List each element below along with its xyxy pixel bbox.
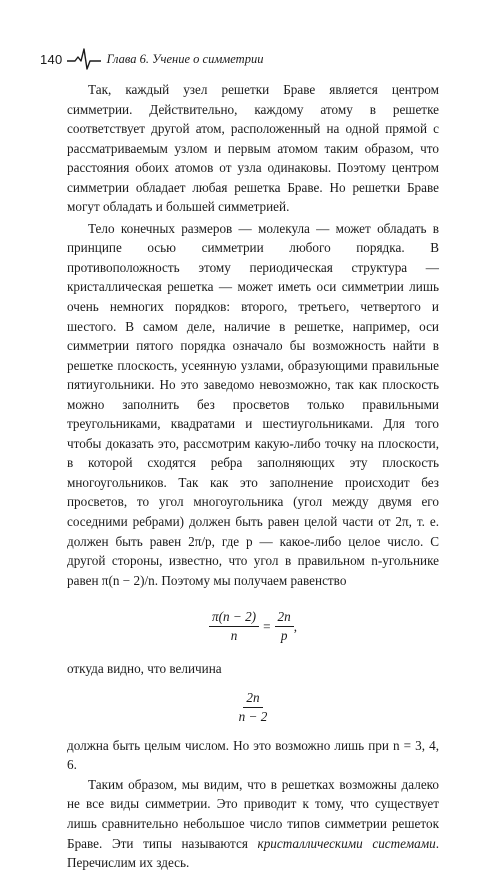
- term-crystal-systems: кристаллическими системами: [257, 835, 436, 851]
- fraction-denominator: p: [280, 628, 288, 644]
- equation-quantity: [67, 689, 439, 726]
- paragraph-integer-condition: должна быть целым числом. Но это возможно лишь при n = 3, 4, 6.: [67, 737, 439, 773]
- fraction-lhs: [209, 608, 259, 645]
- fraction-rhs: [275, 608, 294, 645]
- paragraph-end: . Перечислим их здесь.: [67, 835, 440, 871]
- heartbeat-icon: [67, 47, 101, 71]
- page-body: [67, 80, 439, 873]
- fraction-denominator: n: [230, 628, 238, 644]
- paragraph-bravais-center: Так, каждый узел решетки Браве является центром симметрии. Действительно, каждому атому в решетке соответствует другой атом, расположенный на одной прямой с рассматриваемым узлом и первым атомом таким образом, что расстояния обоих атомов от узла одинаковы. Поэтому центром симметрии обладает любая решетка Браве. Но решетки Браве могут обладать и большей симметрией.: [67, 82, 439, 215]
- fraction-numerator: 2n: [275, 608, 294, 627]
- paragraph-crystal-systems: [67, 775, 439, 873]
- fraction-quantity: [236, 689, 271, 726]
- paragraph-text: Таким образом, мы видим, что в решетках возможны далеко не все виды симметрии. Это приводит к тому, что существует лишь сравнительно небольшое число типов симметрии решеток Браве. Эти типы называются: [67, 776, 439, 851]
- running-head: Глава 6. Учение о симметрии: [106, 51, 264, 66]
- paragraph-symmetry-axes: Тело конечных размеров — молекула — может обладать в принципе осью симметрии любого порядка. В противоположность этому периодическая структура — кристаллическая решетка — может иметь оси симметрии лишь очень немногих порядков: второго, третьего, четвертого и шестого. В самом деле, наличие в решетке, например, оси симметрии пятого порядка означало бы возможность найти в решетке плоскость, усеянную узлами, образующими правильные пятиугольники. Но это заведомо невозможно, так как плоскость можно заполнить без просветов только правильными треугольниками, квадратами и шестиугольниками. Для того чтобы доказать это, рассмотрим какую-либо точку на плоскости, в которой сходятся ребра заполняющих эту плоскость многоугольников. Так как это заполнение происходит без просветов, то угол многоугольника (угол между двумя его соседними ребрами) должен быть равен целой части от 2π, т. е. должен быть равен 2π/p, где p — какое-либо целое число. С другой стороны, известно, что угол в правильном n-угольнике равен π(n − 2)/n. Поэтому мы получаем равенство: [67, 220, 439, 588]
- page-number: 140: [40, 51, 63, 67]
- fraction-denominator: n − 2: [238, 708, 268, 724]
- fraction-numerator: 2n: [243, 689, 262, 708]
- equation-angle: [67, 608, 439, 645]
- fraction-numerator: π(n − 2): [209, 608, 259, 627]
- equation-comma: ,: [293, 618, 297, 634]
- equals-sign: =: [263, 618, 271, 634]
- paragraph-whence: откуда видно, что величина: [67, 661, 222, 677]
- page-header: [40, 47, 460, 71]
